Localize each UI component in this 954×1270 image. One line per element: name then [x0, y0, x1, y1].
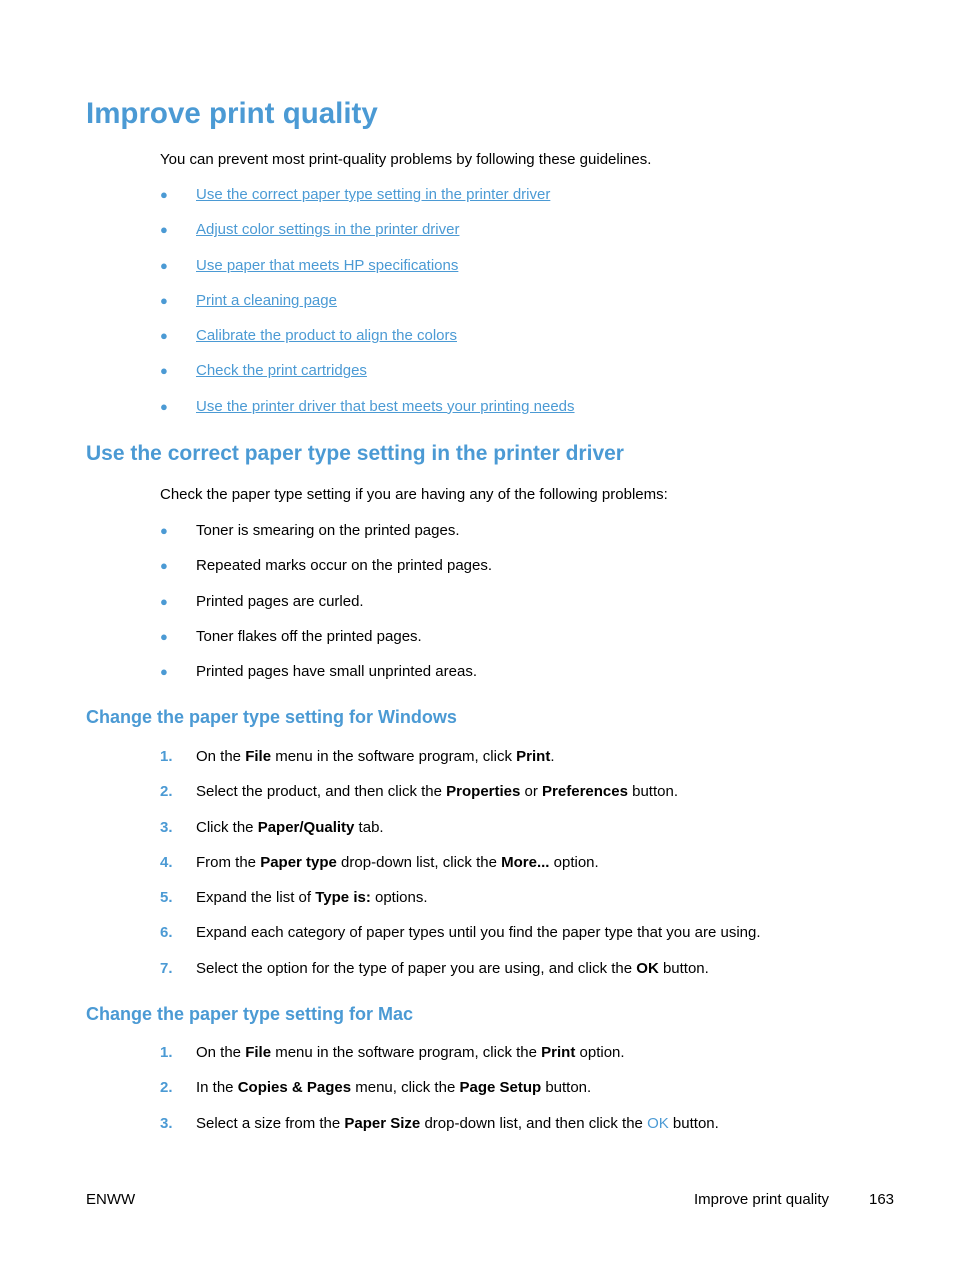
step-text: On the File menu in the software program, click Print.	[196, 748, 555, 765]
problem-text: Printed pages are curled.	[196, 592, 364, 610]
step-item	[160, 818, 920, 853]
list-item	[160, 627, 920, 662]
list-item	[160, 521, 920, 556]
footer-section-title: Improve print quality	[694, 1191, 830, 1208]
step-number: 3.	[160, 1114, 173, 1132]
bullet-icon: ●	[160, 292, 168, 308]
step-item	[160, 923, 920, 958]
step-number: 1.	[160, 1044, 173, 1061]
list-item	[160, 256, 920, 291]
guideline-link-paper-type[interactable]: Use the correct paper type setting in the printer driver	[196, 186, 551, 203]
step-number: 3.	[160, 818, 173, 836]
list-item	[160, 556, 920, 591]
guideline-link-printer-driver[interactable]: Use the printer driver that best meets your printing needs	[196, 397, 575, 415]
guideline-link-cleaning-page[interactable]: Print a cleaning page	[196, 291, 337, 309]
step-text: From the Paper type drop-down list, click the More... option.	[196, 853, 599, 871]
windows-heading: Change the paper type setting for Windows	[86, 707, 457, 727]
guideline-link-color-settings[interactable]: Adjust color settings in the printer driver	[196, 221, 460, 239]
page-title: Improve print quality	[86, 97, 378, 130]
bullet-icon: ●	[160, 593, 168, 609]
list-item	[160, 220, 920, 255]
intro-paragraph: You can prevent most print-quality problems by following these guidelines.	[160, 151, 652, 168]
guideline-link-hp-paper[interactable]: Use paper that meets HP specifications	[196, 256, 459, 274]
step-item	[160, 1114, 920, 1149]
step-number: 7.	[160, 959, 173, 977]
section-intro: Check the paper type setting if you are having any of the following problems:	[160, 486, 668, 503]
step-item	[160, 1043, 920, 1078]
guidelines-list	[160, 185, 920, 432]
bullet-icon: ●	[160, 328, 168, 344]
bullet-icon: ●	[160, 222, 168, 238]
problem-text: Toner is smearing on the printed pages.	[196, 522, 460, 539]
list-item	[160, 662, 920, 697]
bullet-icon: ●	[160, 257, 168, 273]
step-number: 1.	[160, 748, 173, 765]
bullet-icon: ●	[160, 187, 168, 202]
bullet-icon: ●	[160, 664, 168, 680]
problem-text: Toner flakes off the printed pages.	[196, 627, 422, 645]
guideline-link-calibrate[interactable]: Calibrate the product to align the colors	[196, 327, 457, 345]
footer-label: ENWW	[86, 1191, 136, 1208]
step-item	[160, 782, 920, 817]
step-text: On the File menu in the software program, click the Print option.	[196, 1044, 625, 1061]
bullet-icon: ●	[160, 363, 168, 379]
step-item	[160, 853, 920, 888]
bullet-icon: ●	[160, 628, 168, 644]
bullet-icon: ●	[160, 398, 168, 414]
step-text: Select the option for the type of paper you are using, and click the OK button.	[196, 959, 709, 977]
step-text: Click the Paper/Quality tab.	[196, 818, 384, 836]
list-item	[160, 326, 920, 361]
list-item	[160, 291, 920, 326]
windows-steps	[160, 747, 920, 994]
bullet-icon: ●	[160, 558, 168, 574]
step-number: 2.	[160, 1079, 173, 1097]
problems-list	[160, 521, 920, 697]
section-heading-paper-type: Use the correct paper type setting in the printer driver	[86, 442, 624, 465]
step-number: 4.	[160, 853, 173, 871]
ok-link[interactable]: OK	[647, 1114, 669, 1132]
list-item	[160, 361, 920, 396]
list-item	[160, 592, 920, 627]
list-item	[160, 185, 920, 220]
step-number: 2.	[160, 783, 173, 801]
step-text: In the Copies & Pages menu, click the Page Setup button.	[196, 1079, 592, 1097]
bullet-icon: ●	[160, 523, 168, 538]
step-item	[160, 747, 920, 782]
mac-steps	[160, 1043, 920, 1149]
step-item	[160, 888, 920, 923]
step-number: 5.	[160, 889, 173, 907]
step-item	[160, 1078, 920, 1113]
guideline-link-cartridges[interactable]: Check the print cartridges	[196, 362, 367, 380]
mac-heading: Change the paper type setting for Mac	[86, 1004, 414, 1024]
list-item	[160, 397, 920, 432]
page-number: 163	[869, 1191, 895, 1208]
step-text: Select the product, and then click the Properties or Preferences button.	[196, 783, 678, 801]
step-text: Expand the list of Type is: options.	[196, 889, 428, 907]
problem-text: Printed pages have small unprinted areas.	[196, 663, 478, 681]
problem-text: Repeated marks occur on the printed pages.	[196, 557, 493, 575]
step-text: Select a size from the Paper Size drop-down list, and then click the OK button.	[196, 1114, 719, 1132]
step-item	[160, 959, 920, 994]
step-number: 6.	[160, 924, 173, 942]
step-text: Expand each category of paper types until you find the paper type that you are using.	[196, 924, 761, 942]
